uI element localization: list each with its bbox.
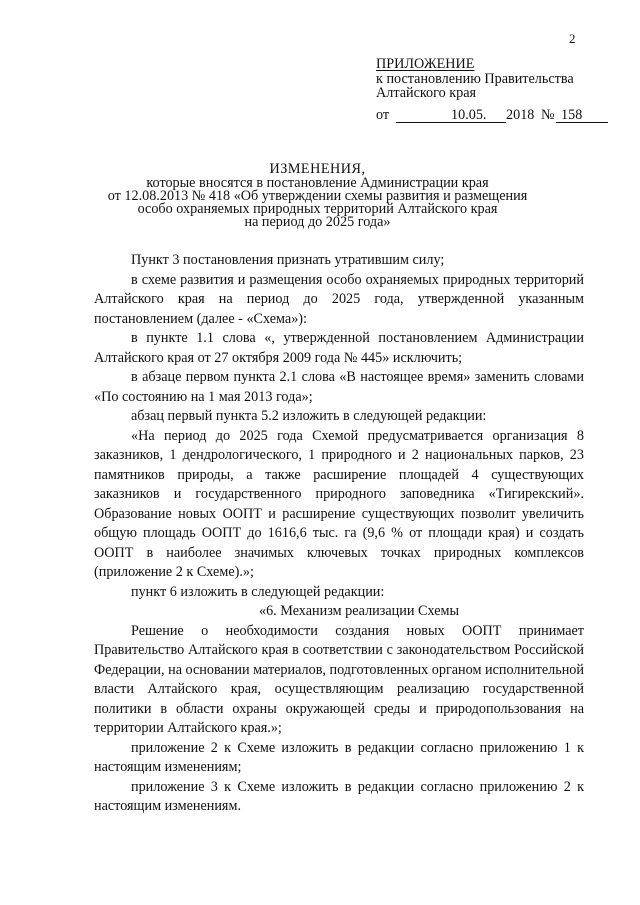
- paragraph: приложение 3 к Схеме изложить в редакции согласно приложению 2 к настоящим изменениям.: [94, 778, 584, 814]
- paragraph: в пункте 1.1 слова «, утвержденной постановлением Администрации Алтайского края от 27 октября 2009 года № 445» исключить;: [94, 330, 584, 366]
- paragraph: абзац первый пункта 5.2 изложить в следующей редакции:: [131, 408, 487, 424]
- appendix-block: [376, 57, 626, 124]
- paragraph: Пункт 3 постановления признать утратившим силу;: [131, 252, 445, 268]
- paragraph: в абзаце первом пункта 2.1 слова «В настоящее время» заменить словами «По состоянию на 1 мая 2013 года»;: [94, 369, 584, 405]
- appendix-title: ПРИЛОЖЕНИЕ: [376, 56, 475, 72]
- document-body: [94, 251, 584, 817]
- resolution-number: 158: [561, 106, 583, 123]
- heading-title: ИЗМЕНЕНИЯ,: [269, 161, 366, 177]
- paragraph: в схеме развития и размещения особо охраняемых природных территорий Алтайского края на период до 2025 года, утвержденной указанным постановлением (далее - «Схема»):: [94, 271, 584, 327]
- paragraph: «На период до 2025 года Схемой предусматривается организация 8 заказников, 1 дендрологического, 1 природного и 2 национальных парков, 23 памятников природы, а также расширение площадей 4 существующих заказников и государственного природного заповедника «Тигирекский». Образование новых ООПТ и расширение существующих позволит увеличить общую площадь ООПТ до 1616,6 тыс. га (9,6 % от площади края) и создать ООПТ в наиболее значимых ключевых точках природных комплексов (приложение 2 к Схеме).»;: [94, 427, 584, 580]
- paragraph: Решение о необходимости создания новых ООПТ принимает Правительство Алтайского края в соответствии с законодательством Российской Федерации, на основании материалов, подготовленных органом исполнительной власти Алтайского края, осуществляющим реализацию государственной политики в области охраны окружающей среды и природопользования на территории Алтайского края.»;: [94, 622, 584, 736]
- number-sign: №: [541, 106, 555, 123]
- resolution-date: 10.05.: [451, 106, 487, 123]
- paragraph: приложение 2 к Схеме изложить в редакции согласно приложению 1 к настоящим изменениям;: [94, 739, 584, 775]
- resolution-year: 2018: [506, 106, 535, 123]
- heading-line-1: которые вносятся в постановление Администрации края: [146, 175, 489, 191]
- appendix-date-row: [376, 108, 626, 124]
- heading-line-2: от 12.08.2013 № 418 «Об утверждении схемы развития и размещения: [107, 188, 528, 204]
- paragraph: пункт 6 изложить в следующей редакции:: [131, 583, 385, 600]
- appendix-line-2: Алтайского края: [376, 85, 477, 101]
- appendix-line-1: к постановлению Правительства: [376, 70, 574, 87]
- ot-label: от: [376, 106, 390, 123]
- page-number: 2: [569, 31, 576, 46]
- section-heading: «6. Механизм реализации Схемы: [258, 603, 460, 619]
- heading-line-3: особо охраняемых природных территорий Алтайского края: [137, 201, 498, 217]
- document-heading: [90, 163, 545, 229]
- heading-line-4: на период до 2025 года»: [244, 214, 391, 230]
